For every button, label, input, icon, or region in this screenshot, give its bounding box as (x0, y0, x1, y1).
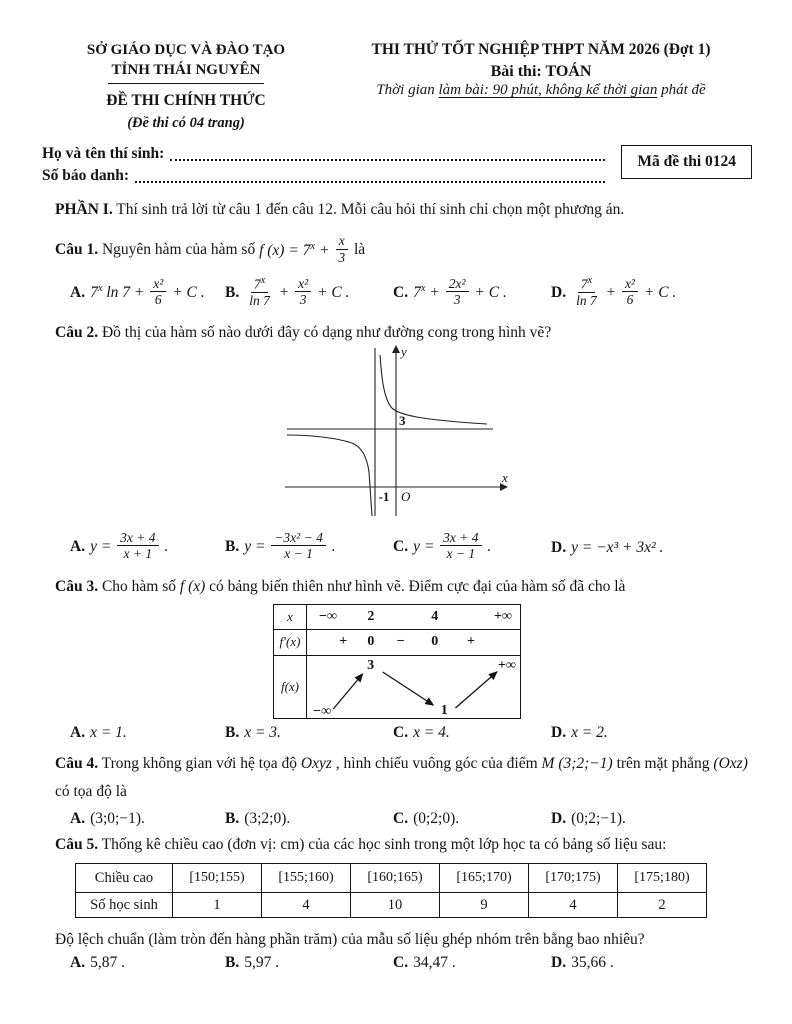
q1-option-a (70, 278, 225, 309)
q2-hyperbola-figure (282, 344, 512, 516)
frag: . (160, 538, 169, 556)
pages-note: (Đề thi có 04 trang) (127, 114, 245, 131)
bbt-f-high: +∞ (497, 656, 516, 673)
q4-option-c (393, 810, 551, 828)
option-value: 34,47 . (413, 954, 456, 972)
q1-stem (55, 235, 752, 266)
q1-plus: + (315, 241, 334, 259)
q3-math: f (x) (179, 577, 206, 595)
option-value: 35,66 . (571, 954, 614, 972)
arrow-down (383, 672, 433, 705)
option-letter: B. (225, 723, 240, 741)
candidate-lines (42, 143, 607, 188)
part1-heading (55, 201, 752, 219)
asymptote-x-value: -1 (378, 488, 390, 504)
option-value: (0;2;0). (413, 810, 460, 828)
frag: ln 7 (576, 292, 597, 308)
q2-stem (55, 324, 752, 342)
option-letter: C. (393, 954, 409, 972)
q2-a-formula (90, 530, 169, 562)
option-value: (3;2;0). (244, 810, 291, 828)
count-cell: 1 (173, 893, 262, 918)
origin-label: O (401, 488, 411, 504)
frag: y = (90, 538, 116, 556)
bbt-row-sign (307, 630, 520, 656)
interval-cell: [175;180) (618, 864, 707, 893)
frag: 3 (299, 292, 307, 308)
frag: + C . (313, 284, 350, 302)
q4-option-b (225, 810, 393, 828)
fraction (117, 530, 158, 561)
bbt-sign: 0 (367, 634, 375, 650)
q1-formula (259, 233, 350, 265)
frag: + C . (470, 284, 507, 302)
fraction (622, 276, 638, 307)
frag: 3x + 4 (117, 530, 158, 546)
frag: x² (150, 276, 166, 292)
bbt-row-f (307, 656, 520, 718)
frag: y = (413, 538, 439, 556)
q4-options (42, 810, 752, 828)
header-right-block (330, 40, 752, 132)
option-value: (0;2;−1). (571, 810, 626, 828)
bbt-x-value: 2 (367, 608, 375, 624)
q1-d-formula (571, 275, 677, 308)
option-letter: A. (70, 723, 86, 741)
option-letter: D. (551, 810, 567, 828)
q4-text: , hình chiếu vuông góc của điểm (331, 754, 542, 772)
q3-option-c (393, 724, 551, 742)
q4-stem (55, 750, 752, 806)
option-value: x = 4. (413, 723, 450, 741)
frag: x² (295, 276, 311, 292)
option-letter: A. (70, 538, 86, 556)
frag: . (483, 538, 492, 556)
q4-label: Câu 4. (55, 754, 99, 772)
bbt-f-peak: 3 (367, 656, 375, 673)
frag: + C . (639, 284, 677, 302)
option-letter: B. (225, 810, 240, 828)
q2-option-a (70, 532, 225, 563)
q4-text: có tọa độ là (55, 782, 127, 800)
fraction (446, 276, 469, 307)
q2-option-c (393, 532, 551, 563)
frag: + (274, 284, 294, 302)
frag: y = (244, 538, 270, 556)
time-post: phát đề (657, 81, 706, 98)
option-letter: B. (225, 538, 240, 556)
part1-label: PHẦN I. (55, 201, 113, 219)
frag: 7 (580, 276, 588, 292)
bbt-sign: + (339, 634, 348, 650)
frag (578, 275, 595, 293)
time-pre: Thời gian (376, 81, 439, 98)
frag: x − 1 (446, 546, 476, 562)
q2-option-d (551, 539, 752, 557)
q2-c-formula (413, 530, 492, 562)
count-cell: 10 (351, 893, 440, 918)
frag: x + 1 (123, 546, 153, 562)
q2-d-formula: y = −x³ + 3x² . (571, 538, 664, 556)
option-letter: C. (393, 284, 409, 302)
interval-cell: [155;160) (262, 864, 351, 893)
q1-frac-num: x (336, 233, 348, 249)
q1-option-d (551, 277, 752, 310)
q5-question2: Độ lệch chuẩn (làm tròn đến hàng phần trăm) của mẫu số liệu ghép nhóm trên bằng bao nhiêu? (55, 931, 645, 949)
fraction (440, 530, 481, 561)
q5-option-a (70, 954, 225, 972)
q1-fx: f (x) = 7 (259, 241, 311, 259)
q3-text-pre: Cho hàm số (98, 577, 180, 595)
exam-header (42, 40, 752, 132)
count-cell: 9 (440, 893, 529, 918)
q4-option-d (551, 810, 752, 828)
q1-options (42, 272, 752, 316)
header-left-block (42, 40, 330, 132)
q4-text: trên mặt phẳng (612, 754, 714, 772)
frag: + (425, 284, 444, 302)
option-letter: D. (551, 284, 567, 302)
q3-option-a (70, 724, 225, 742)
q5-option-d (551, 954, 752, 972)
option-value: (3;0;−1). (90, 810, 145, 828)
arrow-up-1 (333, 674, 362, 709)
option-letter: C. (393, 810, 409, 828)
q5-text: Thống kê chiều cao (đơn vị: cm) của các học sinh trong một lớp học ta có bảng số liệu sau: (98, 836, 667, 854)
q4-option-a (70, 810, 225, 828)
q1-a-formula (90, 276, 205, 308)
interval-cell: [160;165) (351, 864, 440, 893)
frag: + C . (168, 284, 205, 302)
count-cell: 2 (618, 893, 707, 918)
frag: 3x + 4 (440, 530, 481, 546)
frag: 7 (253, 276, 261, 292)
asymptote-y-value: 3 (399, 412, 406, 428)
exam-title: THI THỬ TỐT NGHIỆP THPT NĂM 2026 (Đợt 1) (371, 41, 711, 58)
q4-math-plane: (Oxz) (713, 754, 748, 772)
frag: x (420, 283, 426, 295)
bbt-x-value: +∞ (494, 608, 512, 624)
q2-text: Đồ thị của hàm số nào dưới đây có dạng như đường cong trong hình vẽ? (98, 323, 552, 341)
option-value: x = 3. (244, 723, 281, 741)
q1-c-formula (413, 276, 507, 308)
q1-label: Câu 1. (55, 241, 99, 259)
fraction (271, 530, 326, 561)
option-letter: B. (225, 284, 240, 302)
option-value: x = 2. (571, 723, 608, 741)
y-axis-arrow (392, 345, 400, 353)
q5-option-b (225, 954, 393, 972)
official-exam-label: ĐỀ THI CHÍNH THỨC (106, 91, 266, 109)
q5-label: Câu 5. (55, 836, 99, 854)
frag: ln 7 + (102, 284, 149, 302)
department-line2: TỈNH THÁI NGUYÊN (108, 60, 265, 83)
bbt-head-x: x (274, 605, 307, 630)
option-letter: A. (70, 284, 86, 302)
option-letter: C. (393, 723, 409, 741)
bbt-row-x (307, 605, 520, 630)
fraction (573, 275, 600, 308)
time-underlined: làm bài: 90 phút, không kể thời gian (438, 81, 658, 98)
bbt-x-value: 4 (431, 608, 439, 624)
fraction (150, 276, 166, 307)
option-value: x = 1. (90, 723, 127, 741)
frag: 2x² (446, 276, 469, 292)
count-cell: 4 (262, 893, 351, 918)
interval-cell: [165;170) (440, 864, 529, 893)
bbt-sign: − (396, 634, 405, 650)
exam-code-box: Mã đề thi 0124 (621, 145, 752, 179)
q2-option-b (225, 532, 393, 563)
q1-option-b (225, 277, 393, 310)
frag: 7 (413, 284, 421, 302)
bbt-head-f: f(x) (274, 656, 307, 718)
candidate-id-label: Số báo danh: (42, 166, 130, 184)
option-letter: D. (551, 954, 567, 972)
frag: −3x² − 4 (271, 530, 326, 546)
q1-fraction (335, 233, 348, 264)
candidate-name-line (42, 143, 607, 165)
candidate-id-dotted-line (135, 181, 605, 183)
frag (251, 275, 268, 293)
q2-b-formula (244, 530, 336, 562)
time-line (330, 82, 752, 99)
frag: x (97, 283, 103, 295)
frag: 6 (154, 292, 162, 308)
candidate-name-label: Họ và tên thí sinh: (42, 144, 165, 162)
option-letter: C. (393, 538, 409, 556)
table-row-counts (76, 893, 707, 918)
q4-text: Trong không gian với hệ tọa độ (98, 754, 301, 772)
q3-label: Câu 3. (55, 577, 99, 595)
interval-cell: [170;175) (529, 864, 618, 893)
q1-option-c (393, 278, 551, 309)
q5-frequency-table (75, 863, 707, 918)
candidate-info-row (42, 143, 752, 188)
frag: x (587, 275, 593, 287)
candidate-id-line (42, 165, 607, 187)
q2-options (42, 526, 752, 570)
q1-frac-den: 3 (338, 249, 346, 265)
q2-label: Câu 2. (55, 323, 99, 341)
interval-cell: [150;155) (173, 864, 262, 893)
frag: x² (622, 276, 638, 292)
option-letter: B. (225, 954, 240, 972)
frag: x − 1 (284, 546, 313, 562)
curve-lower-branch (287, 435, 372, 516)
x-axis-label: x (502, 469, 508, 485)
option-value: 5,97 . (244, 954, 280, 972)
q1-text: Nguyên hàm của hàm số (98, 241, 260, 259)
q1-b-formula (244, 275, 350, 308)
subject-line: Bài thi: TOÁN (490, 62, 592, 80)
option-letter: D. (551, 538, 567, 556)
candidate-name-dotted-line (170, 159, 605, 161)
frag: . (327, 538, 336, 556)
bbt-arrows (307, 656, 520, 718)
q5-option-c (393, 954, 551, 972)
arrow-up-2 (455, 672, 496, 708)
part1-instruction: Thí sinh trả lời từ câu 1 đến câu 12. Mỗi câu hỏi thí sinh chỉ chọn một phương án. (112, 201, 625, 219)
count-cell: 4 (529, 893, 618, 918)
bbt-f-valley: 1 (440, 701, 448, 718)
q4-math-point: M (3;2;−1) (541, 754, 613, 772)
q4-math-oxyz: Oxyz (300, 754, 332, 772)
frag: x (260, 275, 266, 287)
option-letter: D. (551, 723, 567, 741)
frag: 7 (90, 284, 98, 302)
y-axis-label: y (401, 343, 407, 359)
frag: 3 (453, 292, 461, 308)
fraction (246, 275, 273, 308)
bbt-x-value: −∞ (319, 608, 337, 624)
bbt-f-low: −∞ (313, 702, 332, 718)
option-value: 5,87 . (90, 954, 125, 972)
frag: + (601, 284, 620, 302)
bbt-sign: 0 (431, 634, 439, 650)
department-line1: SỞ GIÁO DỤC VÀ ĐÀO TẠO (86, 42, 286, 58)
frag: ln 7 (249, 292, 270, 308)
table-header-count: Số học sinh (76, 893, 173, 918)
option-letter: A. (70, 954, 86, 972)
q5-stem (55, 836, 752, 854)
q5-options (42, 954, 752, 972)
option-letter: A. (70, 810, 86, 828)
q3-stem (55, 578, 752, 596)
fraction (295, 276, 311, 307)
frag: 6 (626, 292, 634, 308)
q2-figure-wrap (42, 344, 752, 521)
bbt-head-fprime: f′(x) (274, 630, 307, 656)
q3-variation-table (273, 604, 521, 719)
q3-option-b (225, 724, 393, 742)
q3-options (42, 724, 752, 742)
q1-fx-sup: x (310, 240, 316, 252)
q3-text-post: có bảng biến thiên như hình vẽ. Điểm cực đại của hàm số đã cho là (205, 577, 626, 595)
table-header-height: Chiều cao (76, 864, 173, 893)
table-row-intervals (76, 864, 707, 893)
q1-suffix: là (350, 241, 366, 259)
q3-option-d (551, 724, 752, 742)
bbt-sign: + (467, 634, 475, 650)
